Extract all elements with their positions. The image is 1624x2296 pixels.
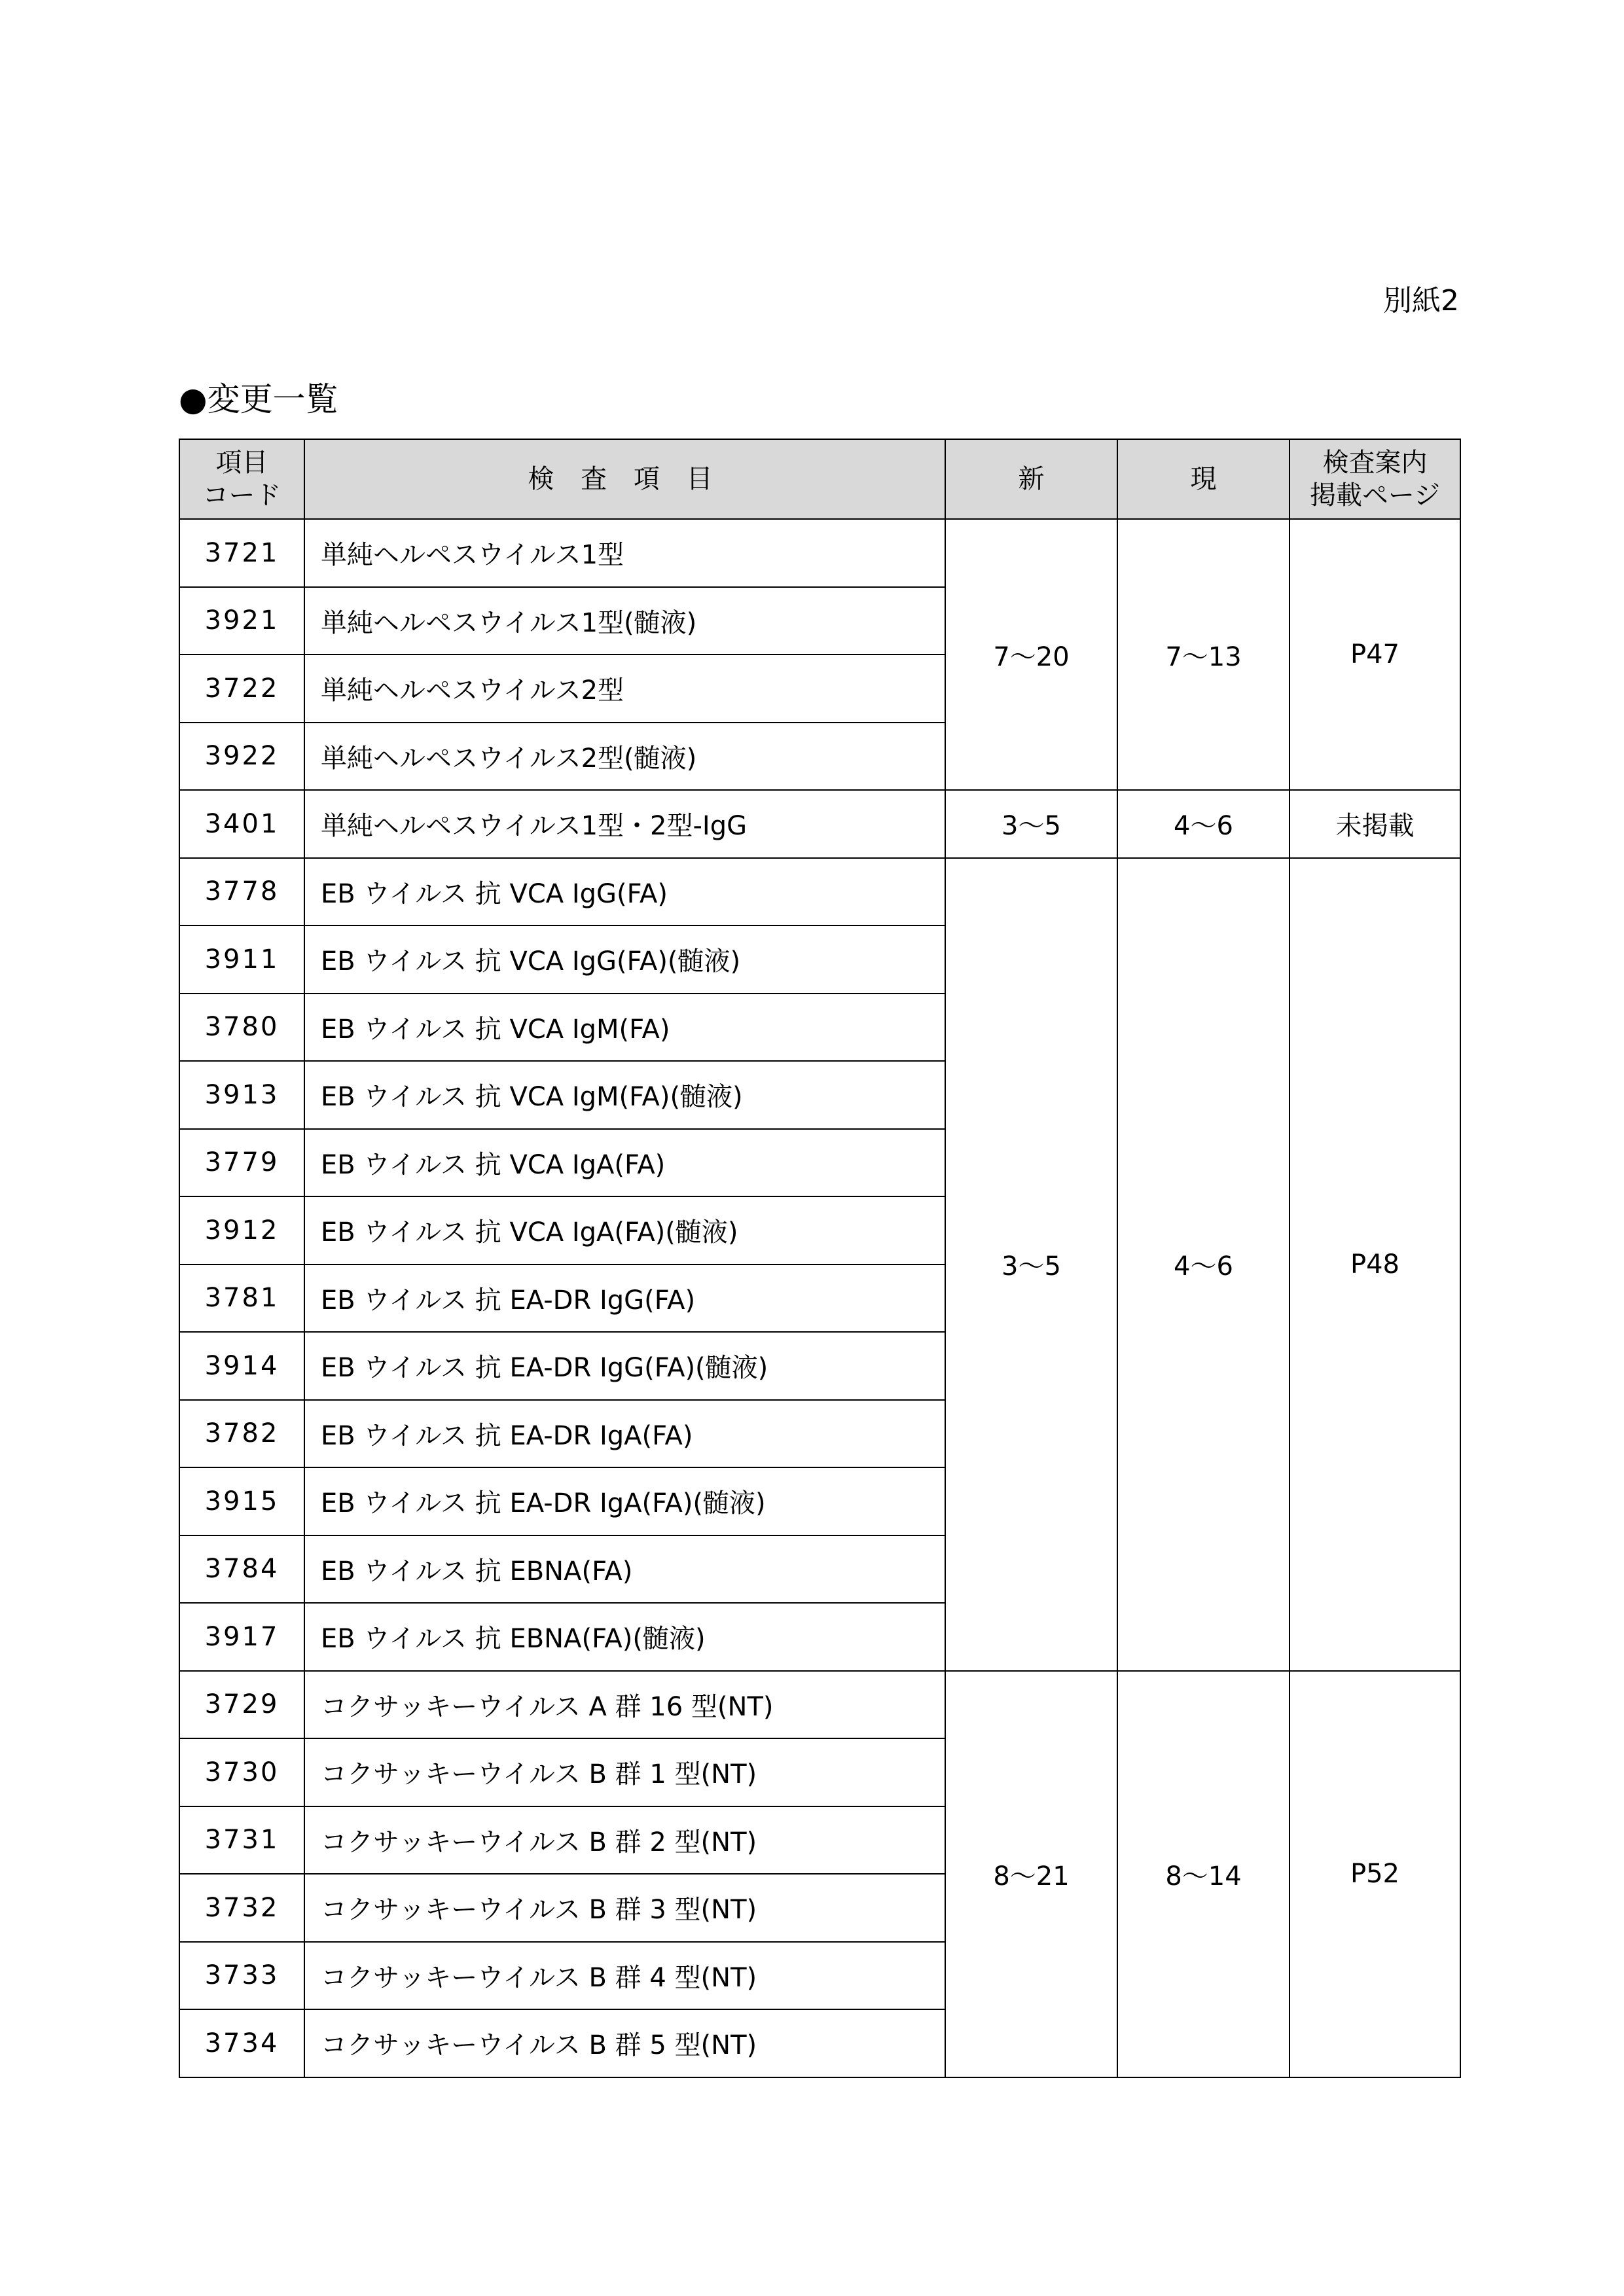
test-item-name: 単純ヘルペスウイルス2型(髄液) — [304, 723, 945, 791]
item-code: 3784 — [179, 1535, 304, 1604]
test-item-name: EB ウイルス 抗 EA-DR IgA(FA) — [304, 1400, 945, 1468]
new-value: 3～5 — [945, 790, 1117, 858]
item-code: 3729 — [179, 1671, 304, 1739]
item-code: 3913 — [179, 1061, 304, 1129]
test-item-name: EB ウイルス 抗 VCA IgG(FA) — [304, 858, 945, 926]
current-value: 4～6 — [1117, 790, 1290, 858]
new-value: 8～21 — [945, 1671, 1117, 2077]
guide-page: P52 — [1290, 1671, 1460, 2077]
test-item-name: EB ウイルス 抗 EBNA(FA) — [304, 1535, 945, 1604]
test-item-name: EB ウイルス 抗 VCA IgA(FA)(髄液) — [304, 1196, 945, 1265]
guide-page: 未掲載 — [1290, 790, 1460, 858]
header-guide-page-line1: 検査案内 — [1322, 448, 1428, 478]
header-test-item-label: 検 査 項 目 — [528, 464, 722, 494]
table-row — [179, 790, 1460, 858]
test-item-name: コクサッキーウイルス B 群 5 型(NT) — [304, 2009, 945, 2077]
item-code: 3778 — [179, 858, 304, 926]
current-value: 4～6 — [1117, 858, 1290, 1671]
test-item-name: コクサッキーウイルス B 群 3 型(NT) — [304, 1874, 945, 1942]
item-code: 3401 — [179, 790, 304, 858]
test-item-name: コクサッキーウイルス B 群 2 型(NT) — [304, 1806, 945, 1874]
new-value: 3～5 — [945, 858, 1117, 1671]
table-row — [179, 519, 1460, 587]
guide-page: P48 — [1290, 858, 1460, 1671]
table-header-row — [179, 439, 1460, 519]
guide-page: P47 — [1290, 519, 1460, 790]
item-code: 3721 — [179, 519, 304, 587]
test-item-name: 単純ヘルペスウイルス1型 — [304, 519, 945, 587]
header-test-item — [304, 439, 945, 519]
item-code: 3782 — [179, 1400, 304, 1468]
current-value: 8～14 — [1117, 1671, 1290, 2077]
header-item-code-line1: 項目 — [215, 448, 268, 478]
header-item-code-line2: コード — [202, 480, 281, 511]
test-item-name: EB ウイルス 抗 VCA IgA(FA) — [304, 1129, 945, 1197]
header-item-code — [179, 439, 304, 519]
new-value: 7～20 — [945, 519, 1117, 790]
item-code: 3917 — [179, 1603, 304, 1671]
header-guide-page-line2: 掲載ページ — [1309, 480, 1441, 511]
item-code: 3733 — [179, 1942, 304, 2010]
item-code: 3922 — [179, 723, 304, 791]
table-row — [179, 858, 1460, 926]
change-list-table — [179, 439, 1461, 2078]
item-code: 3732 — [179, 1874, 304, 1942]
header-current: 現 — [1117, 439, 1290, 519]
attachment-label: 別紙2 — [1383, 284, 1459, 317]
item-code: 3780 — [179, 994, 304, 1062]
test-item-name: 単純ヘルペスウイルス1型・2型-IgG — [304, 790, 945, 858]
test-item-name: EB ウイルス 抗 VCA IgM(FA)(髄液) — [304, 1061, 945, 1129]
item-code: 3779 — [179, 1129, 304, 1197]
item-code: 3734 — [179, 2009, 304, 2077]
header-guide-page — [1290, 439, 1460, 519]
test-item-name: コクサッキーウイルス B 群 4 型(NT) — [304, 1942, 945, 2010]
test-item-name: コクサッキーウイルス A 群 16 型(NT) — [304, 1671, 945, 1739]
item-code: 3722 — [179, 655, 304, 723]
test-item-name: EB ウイルス 抗 VCA IgM(FA) — [304, 994, 945, 1062]
test-item-name: EB ウイルス 抗 EA-DR IgG(FA) — [304, 1265, 945, 1333]
item-code: 3781 — [179, 1265, 304, 1333]
item-code: 3921 — [179, 587, 304, 655]
test-item-name: EB ウイルス 抗 VCA IgG(FA)(髄液) — [304, 925, 945, 994]
header-new: 新 — [945, 439, 1117, 519]
item-code: 3915 — [179, 1467, 304, 1535]
item-code: 3731 — [179, 1806, 304, 1874]
test-item-name: EB ウイルス 抗 EA-DR IgA(FA)(髄液) — [304, 1467, 945, 1535]
item-code: 3914 — [179, 1332, 304, 1400]
test-item-name: コクサッキーウイルス B 群 1 型(NT) — [304, 1738, 945, 1806]
test-item-name: 単純ヘルペスウイルス2型 — [304, 655, 945, 723]
item-code: 3730 — [179, 1738, 304, 1806]
table-row — [179, 1671, 1460, 1739]
test-item-name: 単純ヘルペスウイルス1型(髄液) — [304, 587, 945, 655]
item-code: 3911 — [179, 925, 304, 994]
current-value: 7～13 — [1117, 519, 1290, 790]
test-item-name: EB ウイルス 抗 EBNA(FA)(髄液) — [304, 1603, 945, 1671]
section-title: ●変更一覧 — [179, 380, 338, 418]
item-code: 3912 — [179, 1196, 304, 1265]
test-item-name: EB ウイルス 抗 EA-DR IgG(FA)(髄液) — [304, 1332, 945, 1400]
